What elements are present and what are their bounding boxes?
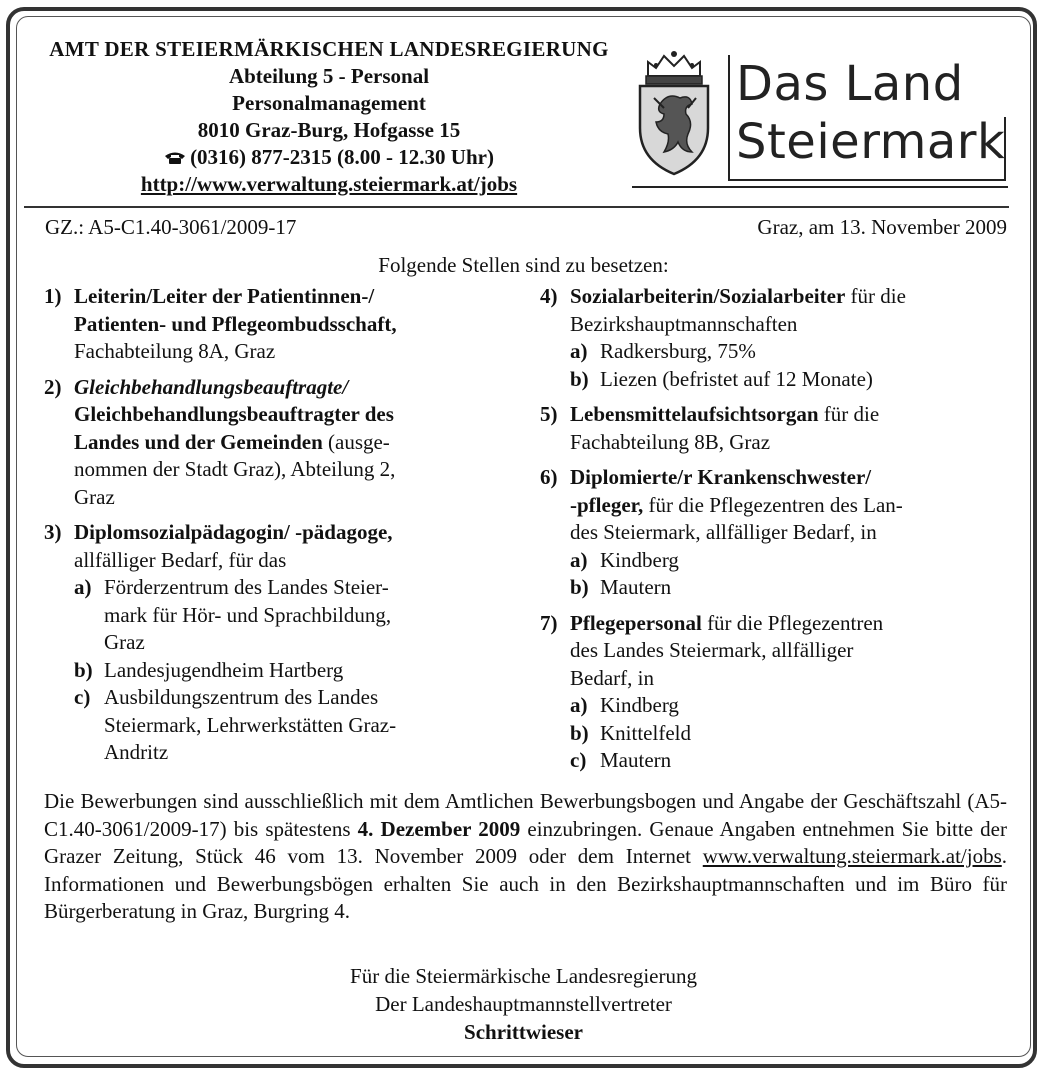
positions-left-column <box>44 283 504 775</box>
sub-text: Ausbildungszentrum des Landes <box>104 685 379 709</box>
closing-text: . Informationen und Bewerbungsbögen erhalten Sie auch in den Bezirkshauptmannschaften und im Büro für Bürgerberatung in Graz, Burgring 4. <box>44 844 1007 923</box>
sub-text: Graz <box>104 630 145 654</box>
item-detail: Fachabteilung 8B, Graz <box>570 429 771 454</box>
brand-line-2: Steiermark <box>736 114 1006 170</box>
brand-wordmark <box>728 55 1006 183</box>
position-item-3 <box>44 519 504 767</box>
position-item-1 <box>44 283 504 366</box>
sub-text: mark für Hör- und Sprachbildung, <box>104 602 392 627</box>
sub-letter: a) <box>74 575 92 599</box>
sub-item <box>570 338 1010 366</box>
deadline: 4. Dezember 2009 <box>357 816 521 841</box>
sub-text: Kindberg <box>600 693 679 717</box>
item-detail: für die <box>850 284 906 308</box>
sub-text: Steiermark, Lehrwerkstätten Graz- <box>104 712 397 737</box>
header-rule <box>632 186 1008 188</box>
item-title: Landes und der Gemeinden <box>74 429 323 454</box>
sub-letter: c) <box>570 748 587 772</box>
item-detail: des Steiermark, allfälliger Bedarf, in <box>570 520 877 544</box>
document-date: Graz, am 13. November 2009 <box>757 215 1007 239</box>
sub-text: Radkersburg, 75% <box>600 339 756 363</box>
jobs-url-link[interactable]: www.verwaltung.steiermark.at/jobs <box>702 844 1002 868</box>
sub-item <box>570 366 1010 394</box>
sub-text: Knittelfeld <box>600 720 691 745</box>
item-title: Gleichbehandlungsbeauftragter des <box>74 402 394 426</box>
closing-text: Die Bewerbungen sind ausschließlich mit dem Amtlichen Bewerbungsbogen und Angabe der Geschäftszahl (A5-C1.40-3061/2009-17) bis spätestens <box>44 789 1007 841</box>
item-detail: für die <box>823 402 880 426</box>
sub-text: Kindberg <box>600 547 679 572</box>
item-title: Lebensmittelaufsichtsorgan <box>570 402 819 426</box>
item-detail: Bedarf, in <box>570 665 654 690</box>
position-item-7 <box>540 610 1010 775</box>
item-title: -pfleger, <box>570 492 644 517</box>
unit: Personalmanagement <box>232 91 426 115</box>
item-detail: Fachabteilung 8A, Graz <box>74 339 276 363</box>
sub-item <box>74 574 504 657</box>
position-item-5 <box>540 401 1010 456</box>
org-name: AMT DER STEIERMÄRKISCHEN LANDESREGIERUNG <box>49 37 609 61</box>
position-item-4 <box>540 283 1010 393</box>
item-title: Pflegepersonal <box>570 610 702 635</box>
item-number: 1) <box>44 284 62 308</box>
sub-item <box>570 692 1010 720</box>
item-number: 7) <box>540 610 558 635</box>
styrian-coat-of-arms <box>634 48 714 178</box>
item-title: Leiterin/Leiter der Patientinnen-/ <box>74 284 375 308</box>
intro-text: Folgende Stellen sind zu besetzen: <box>378 253 669 277</box>
item-detail: für die Pflegezentren des Lan- <box>648 492 903 517</box>
header-address-block <box>28 36 630 198</box>
item-detail: des Landes Steiermark, allfälliger <box>570 638 854 662</box>
item-number: 5) <box>540 402 558 426</box>
signature-line-2: Der Landeshauptmannstellvertreter <box>375 992 672 1016</box>
reference-number: GZ.: A5-C1.40-3061/2009-17 <box>45 215 297 239</box>
sub-text: Mautern <box>600 575 672 599</box>
sub-letter: b) <box>570 575 589 599</box>
sub-text: Liezen (befristet auf 12 Monate) <box>600 366 873 391</box>
item-detail: allfälliger Bedarf, für das <box>74 547 287 572</box>
item-detail: (ausge- <box>328 429 390 454</box>
item-detail: nommen der Stadt Graz), Abteilung 2, <box>74 457 396 481</box>
position-item-2 <box>44 374 504 512</box>
item-number: 2) <box>44 374 62 399</box>
sub-letter: b) <box>570 366 589 391</box>
sub-letter: c) <box>74 685 91 709</box>
sub-letter: a) <box>570 339 588 363</box>
sub-item <box>570 547 1010 575</box>
phone-number: (0316) 877-2315 (8.00 - 12.30 Uhr) <box>190 145 494 169</box>
positions-right-column <box>540 283 1010 783</box>
header-url-link[interactable]: http://www.verwaltung.steiermark.at/jobs <box>140 172 518 196</box>
item-title: Sozialarbeiterin/Sozialarbeiter <box>570 284 846 308</box>
sub-letter: a) <box>570 693 588 717</box>
brand-line-1: Das Land <box>736 56 964 112</box>
application-instructions <box>44 788 1007 926</box>
sub-letter: a) <box>570 547 588 572</box>
sub-item <box>570 747 1010 775</box>
sub-text: Mautern <box>600 748 672 772</box>
closing-text: einzubringen. Genaue Angaben entnehmen Sie bitte der Grazer Zeitung, Stück 46 vom 13. November 2009 oder dem Internet <box>44 816 1007 868</box>
department: Abteilung 5 - Personal <box>228 64 430 88</box>
phone-line <box>28 144 630 171</box>
item-detail: Bezirkshauptmannschaften <box>570 311 798 336</box>
sub-letter: b) <box>74 657 93 682</box>
sub-item <box>74 684 504 767</box>
sub-item <box>570 720 1010 748</box>
item-detail: für die Pflegezentren <box>707 610 884 635</box>
item-title: Patienten- und Pflegeombudsschaft, <box>74 311 397 336</box>
item-detail: Graz <box>74 484 115 509</box>
section-divider <box>24 206 1009 208</box>
sub-letter: b) <box>570 720 589 745</box>
sub-item <box>74 657 504 685</box>
item-title: Diplomierte/r Krankenschwester/ <box>570 465 872 489</box>
signature-line-1: Für die Steiermärkische Landesregierung <box>350 964 697 988</box>
item-number: 3) <box>44 520 62 544</box>
sub-text: Landesjugendheim Hartberg <box>104 657 344 682</box>
address: 8010 Graz-Burg, Hofgasse 15 <box>197 118 461 142</box>
item-number: 4) <box>540 284 558 308</box>
sub-item <box>570 574 1010 602</box>
item-title: Diplomsozialpädagogin/ -pädagoge, <box>74 520 393 544</box>
item-title: Gleichbehandlungsbeauftragte/ <box>74 374 349 399</box>
item-number: 6) <box>540 465 558 489</box>
sub-text: Andritz <box>104 740 169 764</box>
sub-text: Förderzentrum des Landes Steier- <box>104 575 389 599</box>
phone-icon <box>164 151 186 165</box>
position-item-6 <box>540 464 1010 602</box>
signatory-name: Schrittwieser <box>464 1020 583 1044</box>
